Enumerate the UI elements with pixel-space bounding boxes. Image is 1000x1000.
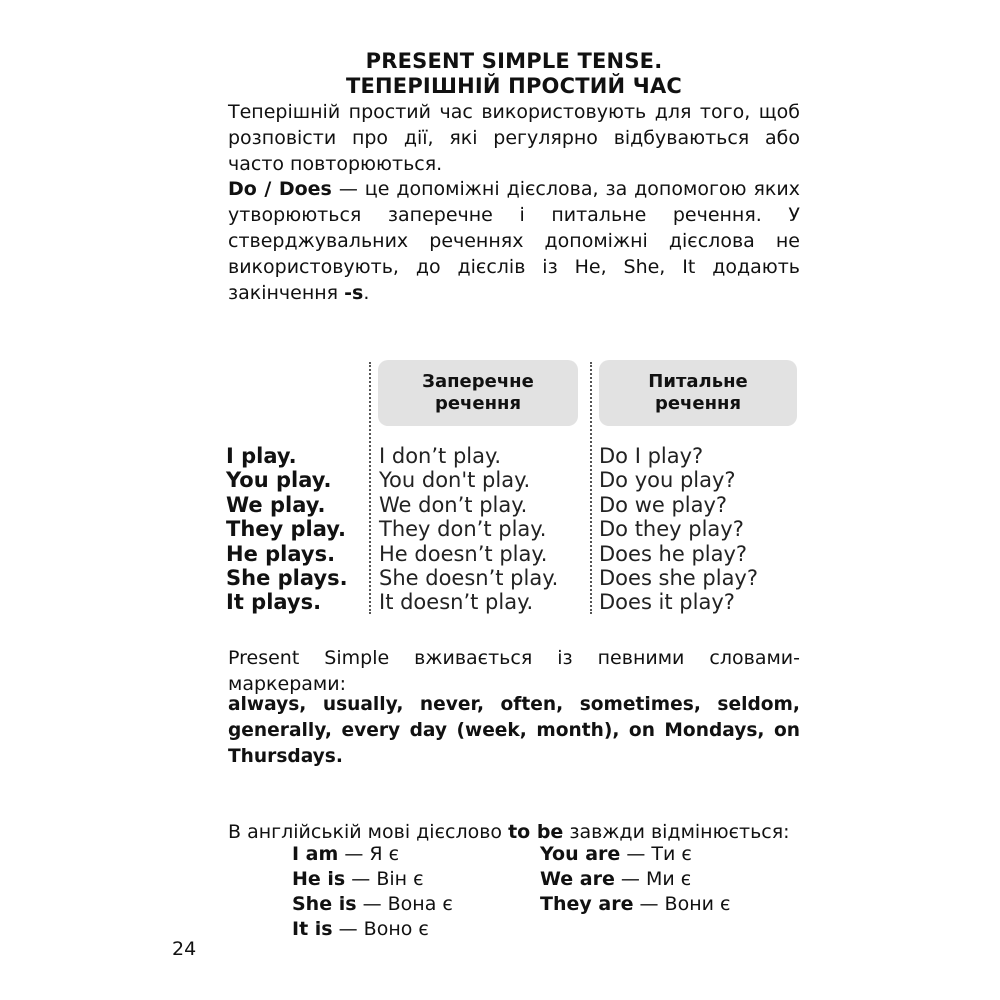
- to-be-en: I am: [292, 843, 339, 865]
- negative-sentence: I don’t play.: [379, 444, 502, 468]
- affirmative-sentence: It plays.: [226, 590, 322, 615]
- to-be-ua: — Вони є: [633, 893, 731, 915]
- affirmative-sentence: I play.: [226, 444, 297, 468]
- interrogative-sentence: Does it play?: [599, 590, 735, 615]
- to-be-ua: — Ми є: [614, 868, 692, 890]
- to-be-en: She is: [292, 893, 357, 915]
- interrogative-sentence: Do we play?: [599, 492, 728, 517]
- interrogative-sentence: Does he play?: [599, 541, 748, 566]
- affirmative-sentence: He plays.: [226, 541, 336, 566]
- markers-intro: Present Simple вживається із певними словами-маркерами:: [228, 647, 800, 695]
- affirmative-sentence: You play.: [226, 468, 332, 493]
- to-be-intro-before: В англійській мові дієслово: [228, 821, 509, 843]
- to-be-en: They are: [540, 893, 634, 915]
- negative-sentence: We don’t play.: [379, 492, 528, 517]
- to-be-ua: — Я є: [338, 843, 400, 865]
- to-be-en: You are: [540, 843, 621, 865]
- to-be-left-column: [292, 842, 453, 942]
- negative-header: [378, 360, 578, 426]
- ending-s: -s: [344, 282, 364, 304]
- auxiliary-text: — це допоміжні дієслова, за допомогою яких утворюються заперечне і питальне речення. У стверджувальних реченнях допоміжні дієслова не використовують, до дієслів із He, She, It додають закінчення: [228, 178, 800, 304]
- to-be-term: to be: [508, 821, 564, 843]
- interrogative-column: [599, 444, 758, 615]
- column-divider-right: [590, 362, 592, 614]
- page-title-ukrainian: ТЕПЕРІШНІЙ ПРОСТИЙ ЧАС: [345, 74, 683, 98]
- negative-sentence: He doesn’t play.: [379, 541, 548, 566]
- to-be-ua: — Вона є: [356, 893, 453, 915]
- to-be-ua: — Воно є: [332, 918, 429, 940]
- interrogative-sentence: Do they play?: [599, 517, 744, 542]
- to-be-form: [540, 867, 730, 892]
- markers-words: always, usually, never, often, sometimes, seldom, generally, every day (week, month), on Mondays, on Thursdays.: [228, 694, 800, 767]
- auxiliary-end: .: [363, 282, 370, 304]
- do-does-term: Do / Does: [228, 178, 332, 200]
- to-be-en: We are: [540, 868, 615, 890]
- negative-sentence: She doesn’t play.: [379, 566, 559, 591]
- to-be-form: [292, 867, 453, 892]
- to-be-right-column: [540, 842, 730, 917]
- interrogative-header: [599, 360, 797, 426]
- to-be-ua: — Він є: [345, 868, 424, 890]
- intro-paragraph: Теперішній простий час використовують для того, щоб розповісти про дії, які регулярно відбуваються або часто повторюються.: [228, 101, 800, 175]
- to-be-en: It is: [292, 918, 333, 940]
- interrogative-header-label: Питальне речення: [648, 371, 748, 414]
- affirmative-sentence: We play.: [226, 492, 326, 517]
- page-title-english: PRESENT SIMPLE TENSE.: [365, 49, 663, 73]
- negative-header-label: Заперечне речення: [422, 371, 534, 414]
- to-be-ua: — Ти є: [620, 843, 692, 865]
- to-be-form: [540, 842, 730, 867]
- affirmative-sentence: They play.: [226, 517, 347, 542]
- interrogative-sentence: Do you play?: [599, 468, 736, 493]
- affirmative-sentence: She plays.: [226, 566, 348, 591]
- auxiliary-paragraph: [228, 176, 800, 306]
- column-divider-left: [369, 362, 371, 614]
- to-be-intro-after: завжди відмінюється:: [563, 821, 790, 843]
- interrogative-sentence: Does she play?: [599, 566, 759, 591]
- to-be-form: [292, 892, 453, 917]
- affirmative-column: [226, 444, 348, 615]
- negative-column: [379, 444, 558, 615]
- to-be-en: He is: [292, 868, 346, 890]
- to-be-form: [292, 917, 453, 942]
- negative-sentence: It doesn’t play.: [379, 590, 534, 615]
- to-be-form: [540, 892, 730, 917]
- to-be-form: [292, 842, 453, 867]
- page-number: 24: [172, 938, 197, 960]
- negative-sentence: They don’t play.: [379, 517, 547, 542]
- negative-sentence: You don't play.: [379, 468, 531, 493]
- interrogative-sentence: Do I play?: [599, 444, 704, 468]
